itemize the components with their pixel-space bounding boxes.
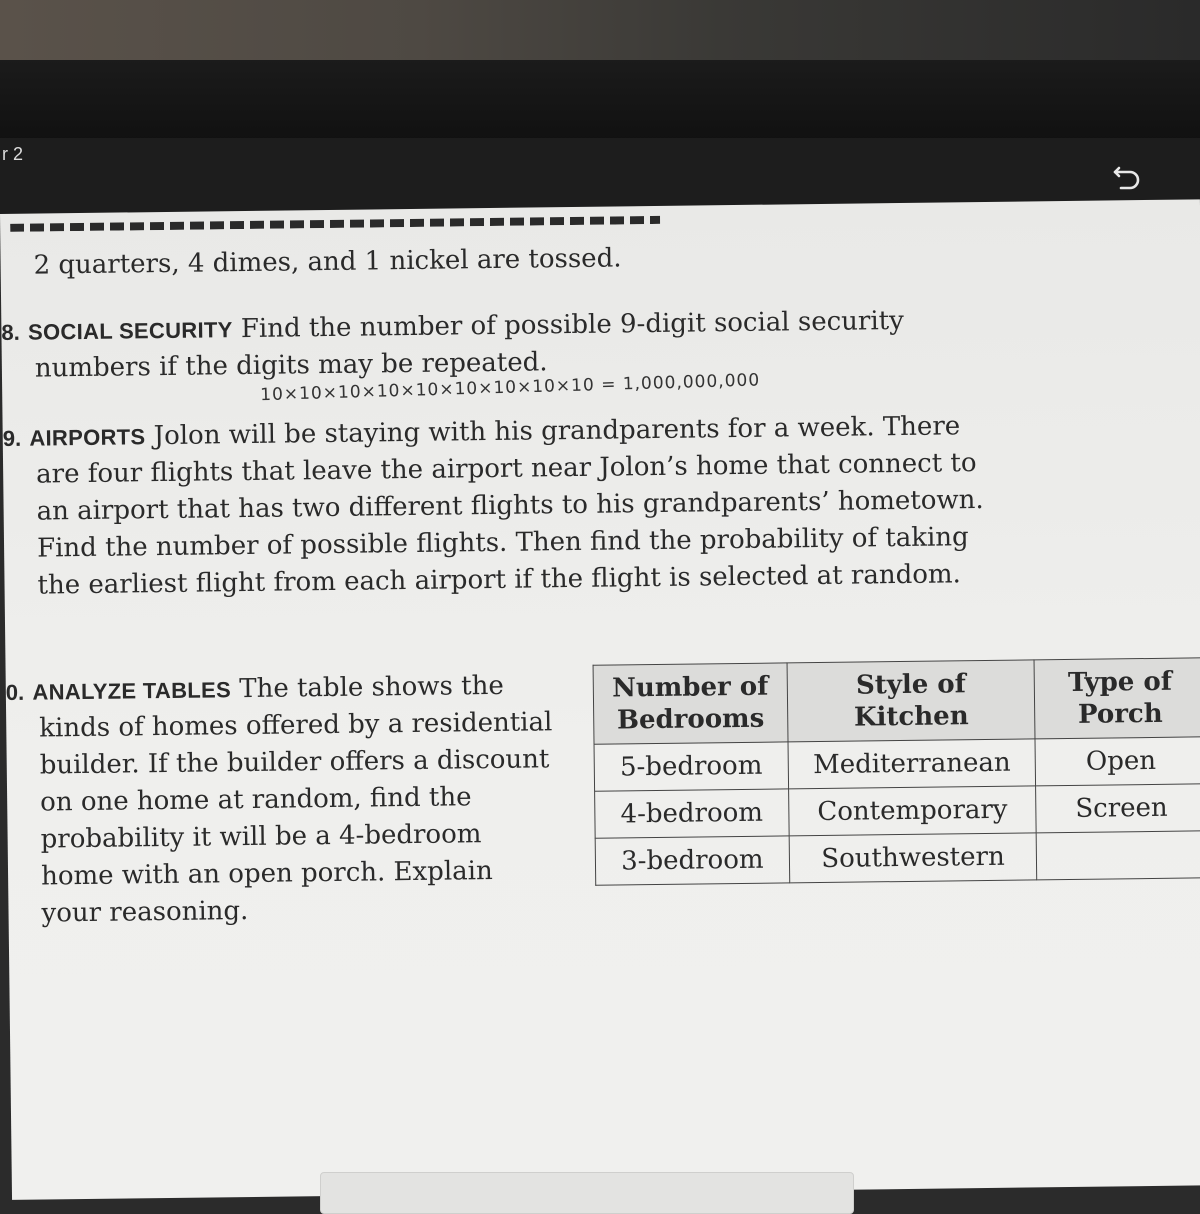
problem-9-line-5: the earliest flight from each airport if the flight is selected at random. bbox=[37, 559, 962, 601]
undo-icon[interactable] bbox=[1110, 158, 1144, 192]
header-porch: Type of Porch bbox=[1034, 658, 1200, 739]
problem-8-label: SOCIAL SECURITY bbox=[27, 317, 233, 345]
problem-10-number: 0. bbox=[5, 679, 25, 705]
textbook-page bbox=[0, 199, 1200, 1200]
table-cell bbox=[1037, 831, 1200, 880]
header-bedrooms: Number of Bedrooms bbox=[593, 663, 788, 744]
problem-9-number: 9. bbox=[2, 425, 22, 451]
table-cell: Southwestern bbox=[789, 833, 1037, 883]
problem-9-line-2: are four flights that leave the airport near Jolon’s home that connect to bbox=[36, 448, 977, 490]
problem-10-line-5: probability it will be a 4-bedroom bbox=[40, 819, 482, 855]
table-cell: Contemporary bbox=[788, 786, 1036, 836]
table-row bbox=[595, 831, 1200, 885]
table-cell: 4-bedroom bbox=[595, 789, 789, 838]
handwritten-work: 10×10×10×10×10×10×10×10×10 = 1,000,000,000 bbox=[259, 370, 761, 406]
problem-9 bbox=[3, 408, 985, 605]
desk-background bbox=[0, 0, 1200, 60]
table-cell: 3-bedroom bbox=[595, 836, 789, 885]
problem-10-line-7: your reasoning. bbox=[41, 896, 249, 929]
problem-7-continuation bbox=[33, 240, 621, 284]
problem-10 bbox=[6, 667, 555, 933]
problem-10-line-6: home with an open porch. Explain bbox=[40, 856, 493, 892]
bottom-tab-strip[interactable] bbox=[320, 1172, 854, 1214]
problem-7-text: 2 quarters, 4 dimes, and 1 nickel are tossed. bbox=[33, 243, 622, 281]
problem-10-line-1: The table shows the bbox=[239, 670, 504, 705]
table-row bbox=[594, 737, 1200, 791]
table-cell: Screen bbox=[1036, 784, 1200, 833]
table-cell: Open bbox=[1035, 737, 1200, 786]
problem-8 bbox=[1, 303, 904, 388]
problem-10-label: ANALYZE TABLES bbox=[32, 677, 232, 705]
homes-table bbox=[593, 657, 1200, 885]
table-cell: Mediterranean bbox=[788, 739, 1036, 789]
problem-8-line-1: Find the number of possible 9-digit social security bbox=[240, 305, 905, 345]
device-bezel bbox=[0, 60, 1200, 140]
problem-10-line-2: kinds of homes offered by a residential bbox=[39, 707, 553, 744]
problem-10-line-3: builder. If the builder offers a discount bbox=[39, 744, 550, 781]
problem-9-line-1: Jolon will be staying with his grandparents for a week. There bbox=[153, 411, 961, 452]
problem-9-line-3: an airport that has two different flights to his grandparents’ hometown. bbox=[36, 485, 984, 527]
table-cell: 5-bedroom bbox=[594, 742, 788, 791]
problem-8-line-2: numbers if the digits may be repeated. bbox=[34, 347, 548, 384]
problem-10-line-4: on one home at random, find the bbox=[40, 782, 472, 818]
problem-9-label: AIRPORTS bbox=[29, 424, 146, 451]
page-indicator: r 2 bbox=[2, 144, 24, 164]
table-row bbox=[595, 784, 1200, 838]
header-kitchen: Style of Kitchen bbox=[787, 660, 1036, 742]
problem-9-line-4: Find the number of possible flights. Then find the probability of taking bbox=[36, 522, 969, 564]
problem-8-number: 8. bbox=[1, 319, 20, 345]
table-header-row bbox=[593, 658, 1200, 744]
